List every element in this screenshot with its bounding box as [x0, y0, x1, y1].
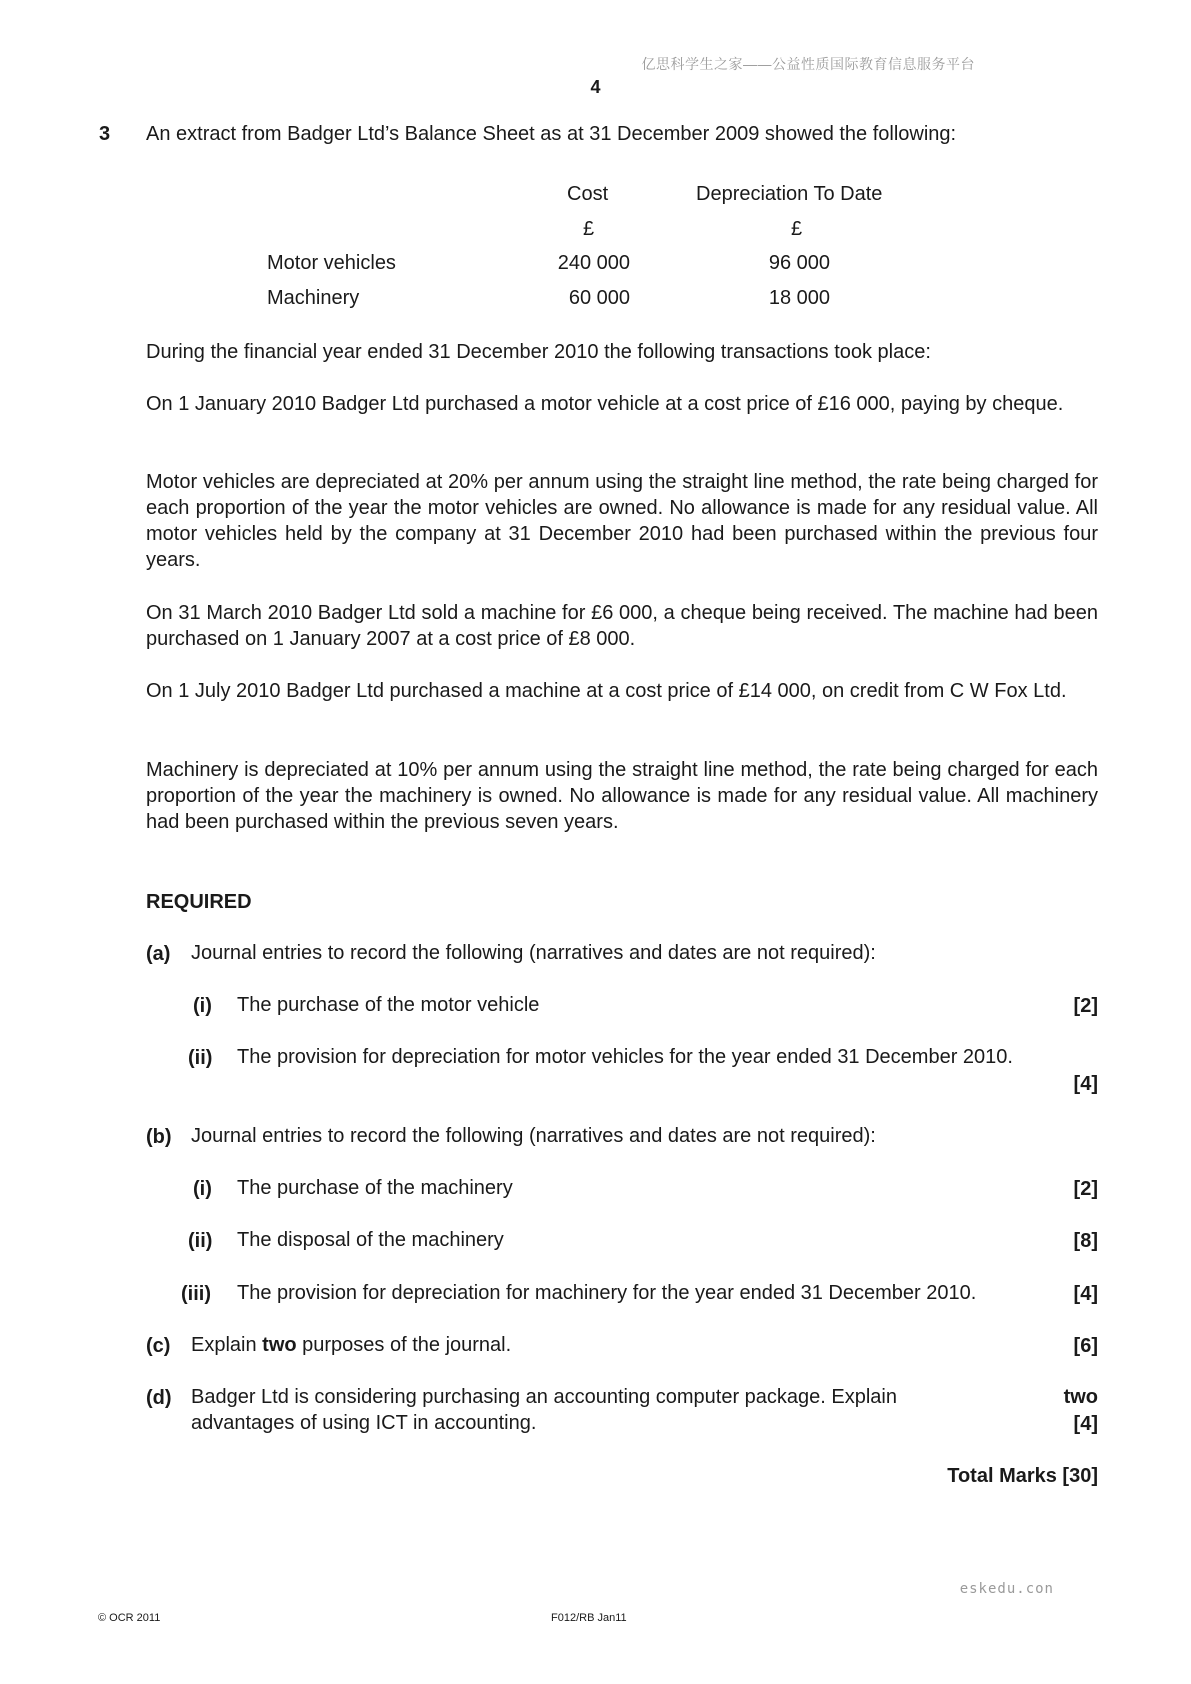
part-a-ii-text: The provision for depreciation for motor vehicles for the year ended 31 December 2010. [237, 1046, 1013, 1068]
question-number: 3 [99, 123, 111, 145]
required-heading: REQUIRED [146, 891, 252, 913]
total-marks: Total Marks [30] [947, 1465, 1098, 1487]
part-a-ii-mark: [4] [1073, 1073, 1098, 1095]
footer-watermark: eskedu.con [959, 1581, 1054, 1597]
table-unit-depreciation: £ [791, 218, 803, 240]
part-a-i-label: (i) [193, 995, 212, 1017]
part-c-text [191, 1332, 511, 1358]
part-a-label: (a) [146, 943, 171, 965]
part-c-text-bold: two [262, 1334, 297, 1356]
table-row-depreciation: 96 000 [768, 252, 830, 274]
table-row-depreciation: 18 000 [768, 287, 830, 309]
part-b-i-text: The purchase of the machinery [237, 1177, 513, 1199]
header-watermark: 亿思科学生之家——公益性质国际教育信息服务平台 [641, 56, 975, 72]
table-row-cost: 60 000 [568, 287, 630, 309]
page-number: 4 [590, 77, 601, 97]
question-intro: An extract from Badger Ltd’s Balance Sheet as at 31 December 2009 showed the following: [146, 123, 957, 145]
part-d-line1-bold: two [1063, 1386, 1098, 1408]
table-header-depreciation: Depreciation To Date [696, 183, 883, 205]
part-a-i-text: The purchase of the motor vehicle [237, 994, 540, 1016]
part-a-i-mark: [2] [1073, 995, 1098, 1017]
paragraph-motor-depreciation: Motor vehicles are depreciated at 20% per annum using the straight line method, the rate being charged for each proportion of the year the motor vehicles are owned. No allowance is made for any residual value. All motor vehicles held by the company at 31 December 2010 had been purchased within the previous four years. [146, 471, 1098, 571]
table-header-cost: Cost [567, 183, 609, 205]
table-row-label: Machinery [267, 287, 360, 309]
part-b-ii-text: The disposal of the machinery [237, 1229, 504, 1251]
part-c-text-pre: Explain [191, 1334, 263, 1356]
part-a-text: Journal entries to record the following (narratives and dates are not required): [191, 942, 876, 964]
table-unit-cost: £ [583, 218, 595, 240]
footer-copyright: © OCR 2011 [98, 1612, 161, 1624]
part-b-i-label: (i) [193, 1178, 212, 1200]
part-b-iii-mark: [4] [1073, 1283, 1098, 1305]
paragraph-motor-purchase: On 1 January 2010 Badger Ltd purchased a motor vehicle at a cost price of £16 000, paying by cheque. [146, 393, 1064, 415]
paragraph-transactions-intro: During the financial year ended 31 December 2010 the following transactions took place: [146, 341, 931, 363]
part-b-i-mark: [2] [1073, 1178, 1098, 1200]
part-a-ii-label: (ii) [188, 1047, 213, 1069]
part-d-label: (d) [146, 1387, 172, 1409]
paragraph-machine-purchase: On 1 July 2010 Badger Ltd purchased a machine at a cost price of £14 000, on credit from C W Fox Ltd. [146, 680, 1067, 702]
part-b-ii-mark: [8] [1073, 1230, 1098, 1252]
part-b-iii-text: The provision for depreciation for machinery for the year ended 31 December 2010. [237, 1282, 977, 1304]
table-row-cost: 240 000 [557, 252, 630, 274]
part-b-ii-label: (ii) [188, 1230, 213, 1252]
part-b-iii-label: (iii) [181, 1283, 211, 1305]
table-row-label: Motor vehicles [267, 252, 396, 274]
footer-code: F012/RB Jan11 [551, 1612, 627, 1624]
paragraph-machine-sale: On 31 March 2010 Badger Ltd sold a machine for £6 000, a cheque being received. The machine had been purchased on 1 January 2007 at a cost price of £8 000. [146, 602, 1098, 650]
part-c-text-post: purposes of the journal. [296, 1334, 512, 1356]
part-b-text: Journal entries to record the following (narratives and dates are not required): [191, 1125, 876, 1147]
part-d-line1 [191, 1384, 1098, 1410]
part-d-line2: advantages of using ICT in accounting. [191, 1412, 537, 1434]
paragraph-machinery-depreciation: Machinery is depreciated at 10% per annum using the straight line method, the rate being charged for each proportion of the year the machinery is owned. No allowance is made for any residual value. All machinery had been purchased within the previous seven years. [146, 759, 1098, 833]
part-d-mark: [4] [1073, 1413, 1098, 1435]
part-b-label: (b) [146, 1126, 172, 1148]
part-c-mark: [6] [1073, 1335, 1098, 1357]
part-d-line1-text: Badger Ltd is considering purchasing an accounting computer package. Explain [191, 1386, 897, 1408]
part-c-label: (c) [146, 1335, 171, 1357]
